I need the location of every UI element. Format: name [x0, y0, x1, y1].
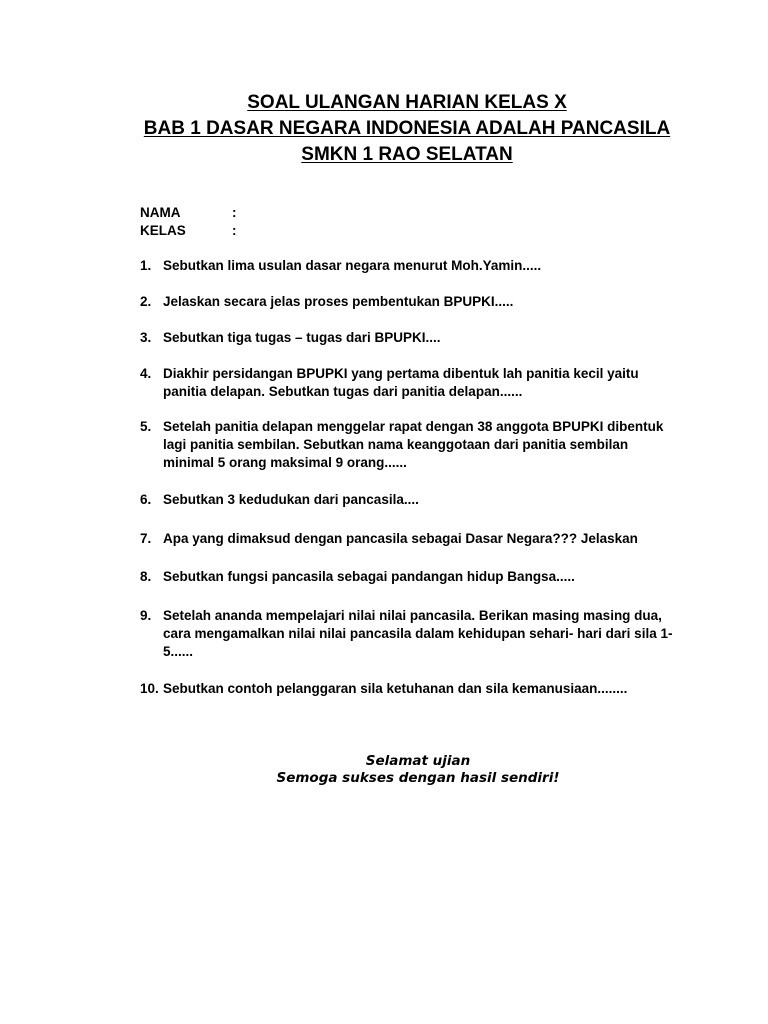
question-item [140, 329, 675, 347]
question-text: Sebutkan lima usulan dasar negara menurut Moh.Yamin..... [163, 258, 542, 273]
question-item [140, 680, 675, 698]
closing-line-wish: Semoga sukses dengan hasil sendiri! [276, 770, 560, 786]
document-title [0, 90, 768, 168]
question-item [140, 607, 675, 661]
question-number: 2. [140, 294, 152, 309]
question-text: Setelah ananda mempelajari nilai nilai pancasila. Berikan masing masing dua, cara mengamalkan nilai nilai pancasila dalam kehidupan sehari- hari dari sila 1-5...... [163, 608, 673, 659]
question-text: Sebutkan tiga tugas – tugas dari BPUPKI.... [163, 330, 441, 345]
question-text: Sebutkan contoh pelanggaran sila ketuhanan dan sila kemanusiaan........ [163, 681, 628, 696]
closing-line-greeting: Selamat ujian [365, 753, 471, 769]
question-text: Diakhir persidangan BPUPKI yang pertama dibentuk lah panitia kecil yaitu panitia delapan. Sebutkan tugas dari panitia delapan...... [163, 366, 639, 399]
question-item [140, 568, 675, 586]
question-number: 1. [140, 258, 152, 273]
title-line-exam: SOAL ULANGAN HARIAN KELAS X [247, 92, 567, 113]
question-number: 4. [140, 366, 152, 381]
kelas-label: KELAS [140, 223, 186, 238]
question-number: 3. [140, 330, 152, 345]
question-item [140, 418, 675, 472]
question-number: 5. [140, 419, 152, 434]
question-number: 8. [140, 569, 152, 584]
question-item [140, 365, 675, 401]
question-number: 9. [140, 608, 152, 623]
closing-message [0, 753, 768, 787]
kelas-colon: : [232, 223, 237, 238]
question-item [140, 530, 675, 548]
question-text: Jelaskan secara jelas proses pembentukan BPUPKI..... [163, 294, 514, 309]
title-line-school: SMKN 1 RAO SELATAN [301, 144, 513, 165]
question-text: Sebutkan fungsi pancasila sebagai pandangan hidup Bangsa..... [163, 569, 575, 584]
title-line-chapter: BAB 1 DASAR NEGARA INDONESIA ADALAH PANCASILA [143, 118, 671, 139]
question-item [140, 491, 675, 509]
nama-label: NAMA [140, 205, 181, 220]
question-text: Sebutkan 3 kedudukan dari pancasila.... [163, 492, 419, 507]
question-number: 6. [140, 492, 152, 507]
question-item [140, 293, 675, 311]
question-number: 10. [140, 681, 159, 696]
question-text: Setelah panitia delapan menggelar rapat dengan 38 anggota BPUPKI dibentuk lagi panitia sembilan. Sebutkan nama keanggotaan dari panitia sembilan minimal 5 orang maksimal 9 orang...... [163, 419, 664, 470]
question-text: Apa yang dimaksud dengan pancasila sebagai Dasar Negara??? Jelaskan [163, 531, 638, 546]
nama-colon: : [232, 205, 237, 220]
question-item [140, 257, 675, 275]
question-number: 7. [140, 531, 152, 546]
